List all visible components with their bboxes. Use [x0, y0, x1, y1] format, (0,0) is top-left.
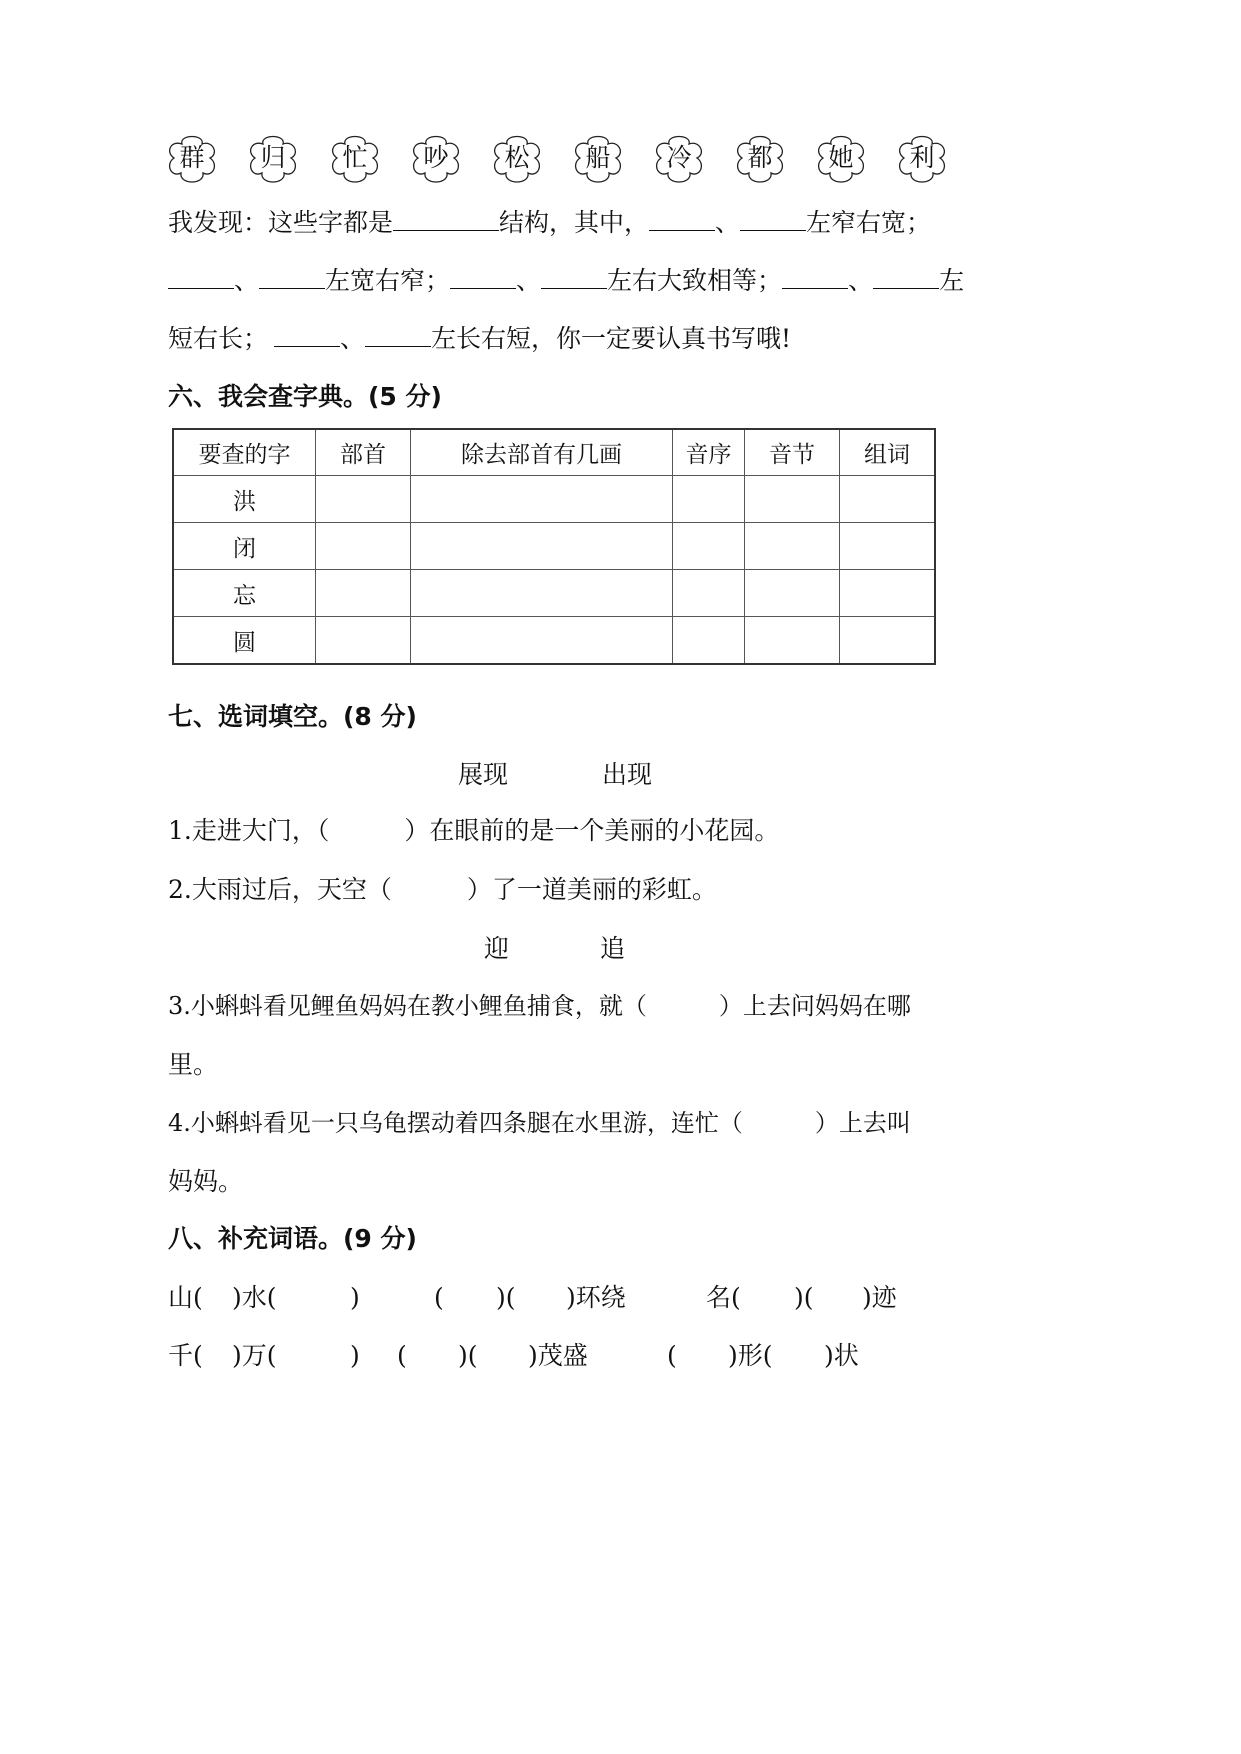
answer-cell[interactable] [411, 570, 673, 617]
idiom-part: ( [397, 1341, 407, 1370]
idiom-part: )茂盛 [528, 1341, 588, 1370]
answer-cell[interactable] [745, 617, 840, 665]
answer-blank[interactable] [740, 208, 806, 231]
answer-cell[interactable] [673, 617, 745, 665]
section-7-title: 七、选词填空。(8 分) [168, 702, 417, 731]
word-choice: 出现 [602, 760, 653, 789]
answer-cell[interactable] [673, 476, 745, 523]
answer-blank[interactable] [168, 266, 234, 289]
idiom-part: )( [458, 1341, 478, 1370]
table-row [173, 476, 935, 523]
column-header: 要查的字 [173, 429, 316, 476]
flower-char: 松 [490, 128, 544, 188]
question-3: 3.小蝌蚪看见鲤鱼妈妈在教小鲤鱼捕食，就（ ）上去问妈妈在哪 [168, 992, 911, 1020]
word-choice: 迎 [484, 934, 510, 963]
answer-cell[interactable] [316, 523, 411, 570]
column-header: 除去部首有几画 [411, 429, 673, 476]
flower-char: 归 [246, 128, 300, 188]
answer-blank[interactable] [541, 266, 607, 289]
answer-blank[interactable] [274, 324, 340, 347]
idiom-part: )形( [728, 1341, 773, 1370]
answer-cell[interactable] [316, 570, 411, 617]
column-header: 音序 [673, 429, 745, 476]
table-row [173, 617, 935, 665]
answer-blank[interactable] [649, 208, 715, 231]
flower-char: 她 [814, 128, 868, 188]
idiom-part: )环绕 [566, 1283, 626, 1312]
table-header-row [173, 429, 935, 476]
flower-char: 忙 [328, 128, 382, 188]
idiom-part: ( [667, 1341, 677, 1370]
answer-cell[interactable] [411, 617, 673, 665]
answer-cell[interactable] [411, 523, 673, 570]
idiom-part: 千( [168, 1341, 203, 1370]
answer-cell[interactable] [745, 570, 840, 617]
flower-char: 船 [571, 128, 625, 188]
observation-line-2: 、 左宽右窄； 、 左右大致相等； 、 左 [168, 266, 964, 296]
answer-cell[interactable] [840, 570, 936, 617]
flower-char: 利 [895, 128, 949, 188]
idiom-part: 名( [706, 1283, 741, 1312]
column-header: 部首 [316, 429, 411, 476]
idiom-part: )( [794, 1283, 814, 1312]
question-4-continued: 妈妈。 [168, 1167, 244, 1196]
answer-cell[interactable] [316, 476, 411, 523]
table-row [173, 570, 935, 617]
idiom-part: 山( [168, 1283, 203, 1312]
flower-char: 都 [733, 128, 787, 188]
idiom-part: )( [496, 1283, 516, 1312]
answer-cell[interactable] [411, 476, 673, 523]
answer-blank[interactable] [365, 324, 431, 347]
flower-char: 冷 [652, 128, 706, 188]
answer-cell[interactable] [840, 523, 936, 570]
answer-cell[interactable] [316, 617, 411, 665]
word-choice: 展现 [458, 760, 509, 789]
question-3-continued: 里。 [168, 1050, 219, 1079]
answer-cell[interactable] [840, 617, 936, 665]
answer-cell[interactable] [673, 523, 745, 570]
idiom-part: ) [350, 1283, 360, 1312]
section-8-title: 八、补充词语。(9 分) [168, 1224, 417, 1253]
section-6-title: 六、我会查字典。(5 分) [168, 382, 442, 411]
idiom-part: ( [434, 1283, 444, 1312]
question-1: 1.走进大门，（ ）在眼前的是一个美丽的小花园。 [168, 816, 780, 845]
idiom-part: )状 [824, 1341, 859, 1370]
answer-blank[interactable] [259, 266, 325, 289]
answer-cell[interactable] [840, 476, 936, 523]
column-header: 组词 [840, 429, 936, 476]
answer-cell[interactable] [673, 570, 745, 617]
answer-blank[interactable] [782, 266, 848, 289]
question-4: 4.小蝌蚪看见一只乌龟摆动着四条腿在水里游，连忙（ ）上去叫 [168, 1109, 911, 1137]
lookup-char: 闭 [173, 523, 316, 570]
answer-cell[interactable] [745, 476, 840, 523]
idiom-part: ) [350, 1341, 360, 1370]
idiom-part: )万( [232, 1341, 277, 1370]
answer-blank[interactable] [873, 266, 939, 289]
flower-char: 吵 [409, 128, 463, 188]
lookup-char: 圆 [173, 617, 316, 665]
word-choice: 追 [600, 934, 626, 963]
flower-char: 群 [165, 128, 219, 188]
question-2: 2.大雨过后，天空（ ）了一道美丽的彩虹。 [168, 875, 717, 904]
table-row [173, 523, 935, 570]
answer-cell[interactable] [745, 523, 840, 570]
idiom-part: )水( [232, 1283, 277, 1312]
lookup-char: 洪 [173, 476, 316, 523]
column-header: 音节 [745, 429, 840, 476]
lookup-char: 忘 [173, 570, 316, 617]
answer-blank[interactable] [450, 266, 516, 289]
observation-line-3: 短右长； 、 左长右短，你一定要认真书写哦! [168, 324, 792, 353]
answer-blank[interactable] [393, 208, 499, 231]
dictionary-table [172, 428, 936, 665]
idiom-part: )迹 [862, 1283, 897, 1312]
observation-line-1: 我发现：这些字都是 结构，其中， 、 左窄右宽； [168, 208, 932, 237]
